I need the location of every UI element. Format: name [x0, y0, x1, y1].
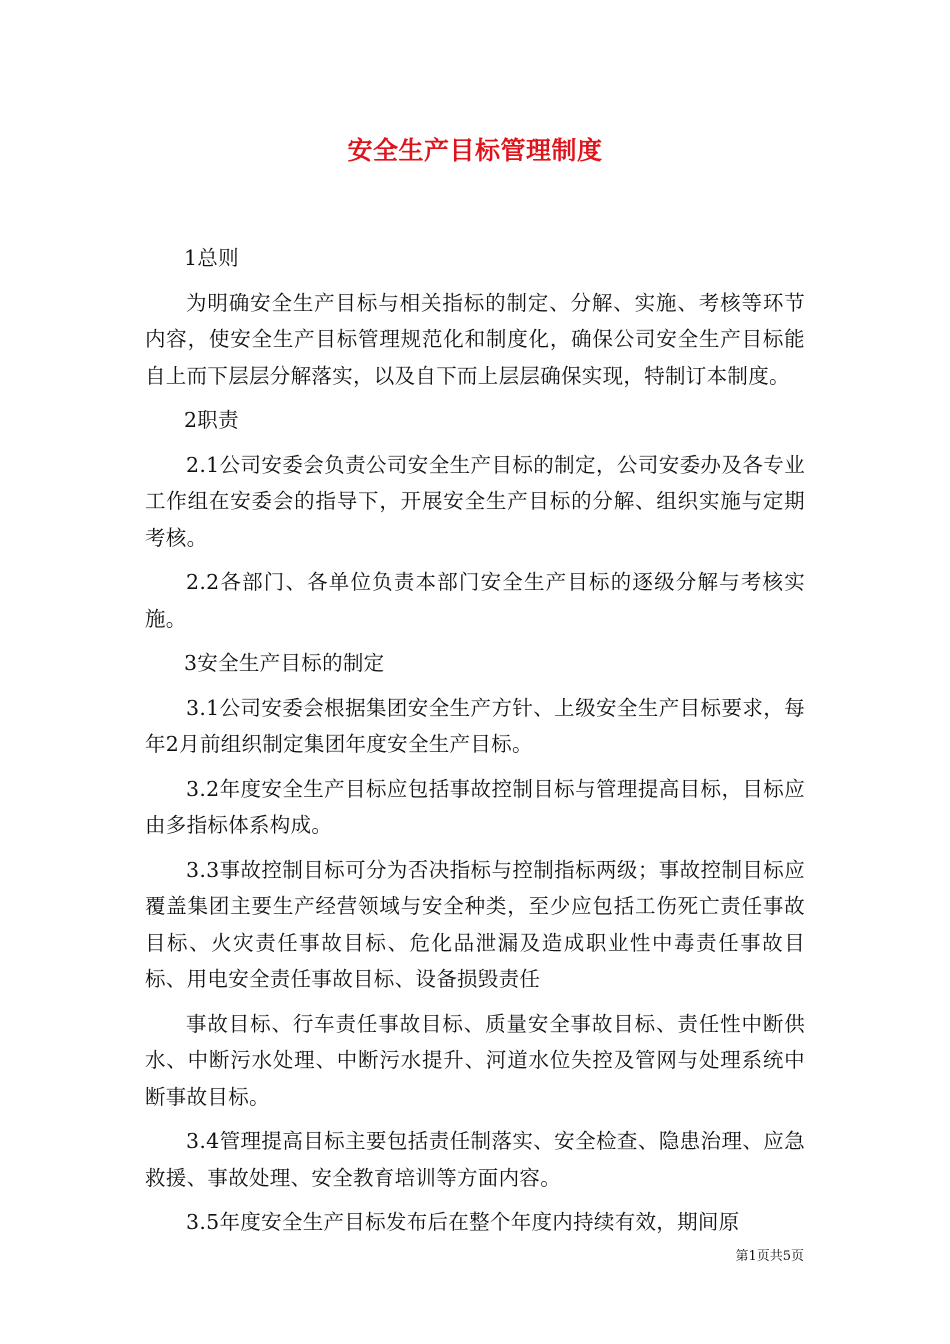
- section-heading: 2职责: [183, 408, 239, 432]
- paragraph: 3.4管理提高目标主要包括责任制落实、安全检查、隐患治理、应急救援、事故处理、安全教育培训等方面内容。: [145, 1129, 805, 1190]
- paragraph: 3.3事故控制目标可分为否决指标与控制指标两级；事故控制目标应覆盖集团主要生产经营领域与安全种类，至少应包括工伤死亡责任事故目标、火灾责任事故目标、危化品泄漏及造成职业性中毒责任事故目标、用电安全责任事故目标、设备损毁责任: [145, 857, 805, 991]
- document-body: [145, 240, 805, 1249]
- paragraph: 3.5年度安全生产目标发布后在整个年度内持续有效，期间原: [186, 1210, 740, 1234]
- document-title: 安全生产目标管理制度: [347, 136, 603, 165]
- page-footer: 第1页共5页: [735, 1249, 804, 1264]
- paragraph: 2.1公司安委会负责公司安全生产目标的制定，公司安委办及各专业工作组在安委会的指导下，开展安全生产目标的分解、组织实施与定期考核。: [145, 452, 805, 550]
- section-heading: 3安全生产目标的制定: [183, 651, 385, 675]
- paragraph: 3.1公司安委会根据集团安全生产方针、上级安全生产目标要求，每年2月前组织制定集团年度安全生产目标。: [145, 695, 805, 756]
- paragraph: 为明确安全生产目标与相关指标的制定、分解、实施、考核等环节内容，使安全生产目标管理规范化和制度化，确保公司安全生产目标能自上而下层层分解落实，以及自下而上层层确保实现，特制订本制度。: [145, 290, 805, 388]
- paragraph: 3.2年度安全生产目标应包括事故控制目标与管理提高目标，目标应由多指标体系构成。: [145, 776, 805, 837]
- paragraph: 事故目标、行车责任事故目标、质量安全事故目标、责任性中断供水、中断污水处理、中断污水提升、河道水位失控及管网与处理系统中断事故目标。: [145, 1011, 805, 1109]
- section-heading: 1总则: [183, 246, 239, 270]
- paragraph: 2.2各部门、各单位负责本部门安全生产目标的逐级分解与考核实施。: [145, 570, 805, 631]
